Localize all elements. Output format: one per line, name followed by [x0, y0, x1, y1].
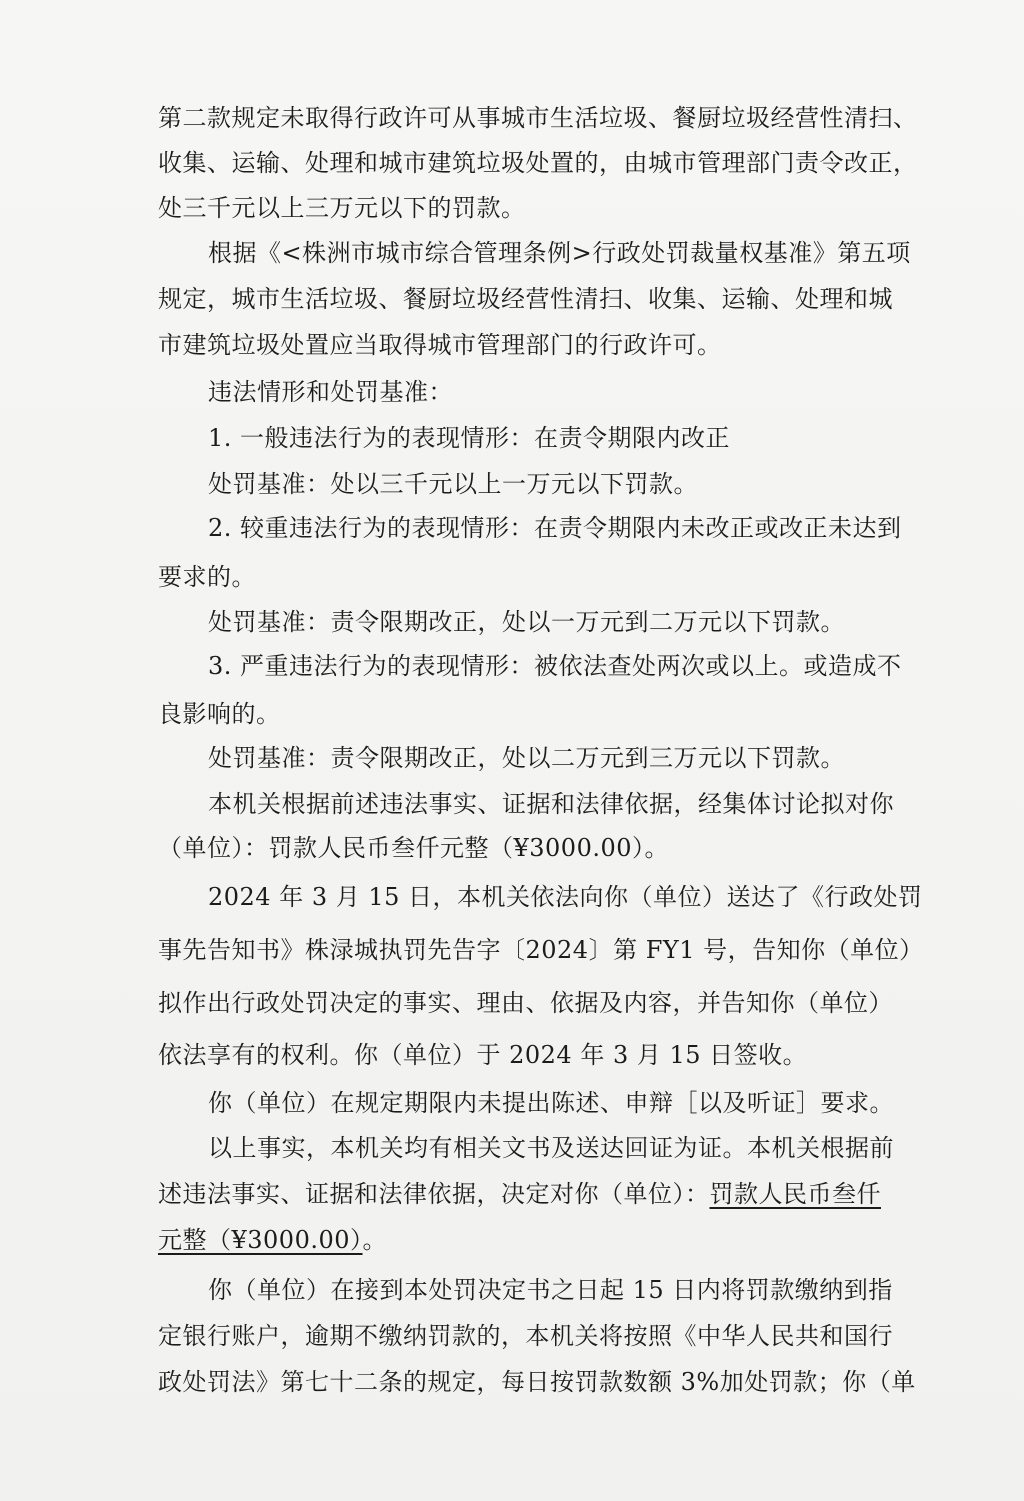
underlined-fine-amount: 罚款人民币叁仟 [709, 1180, 881, 1208]
text-line: 处三千元以上三万元以下的罚款。 [158, 194, 526, 222]
text-segment: 。 [362, 1226, 388, 1254]
text-line: 规定，城市生活垃圾、餐厨垃圾经营性清扫、收集、运输、处理和城 [158, 285, 893, 313]
text-segment: 述违法事实、证据和法律依据，决定对你（单位）： [158, 1180, 710, 1208]
text-line: 2. 较重违法行为的表现情形：在责令期限内未改正或改正未达到 [208, 514, 902, 542]
text-line: 市建筑垃圾处置应当取得城市管理部门的行政许可。 [158, 331, 722, 359]
text-line: 你（单位）在接到本处罚决定书之日起 15 日内将罚款缴纳到指 [208, 1276, 893, 1304]
text-line: 第二款规定未取得行政许可从事城市生活垃圾、餐厨垃圾经营性清扫、 [158, 104, 918, 132]
text-line: 事先告知书》株渌城执罚先告字〔2024〕第 FY1 号，告知你（单位） [158, 936, 924, 964]
text-line: 良影响的。 [158, 700, 281, 728]
text-line: 拟作出行政处罚决定的事实、理由、依据及内容，并告知你（单位） [158, 989, 893, 1017]
text-line: 根据《<株洲市城市综合管理条例>行政处罚裁量权基准》第五项 [208, 239, 911, 267]
text-line: 处罚基准：责令限期改正，处以一万元到二万元以下罚款。 [208, 608, 845, 636]
text-line: 处罚基准：处以三千元以上一万元以下罚款。 [208, 470, 698, 498]
text-line: （单位）：罚款人民币叁仟元整（¥3000.00）。 [158, 834, 670, 862]
text-line: 1. 一般违法行为的表现情形：在责令期限内改正 [208, 424, 731, 452]
text-line: 要求的。 [158, 563, 256, 591]
text-line: 违法情形和处罚基准： [208, 378, 453, 406]
text-line [158, 1225, 387, 1255]
text-line: 处罚基准：责令限期改正，处以二万元到三万元以下罚款。 [208, 744, 845, 772]
text-line: 定银行账户，逾期不缴纳罚款的，本机关将按照《中华人民共和国行 [158, 1322, 893, 1350]
text-line: 本机关根据前述违法事实、证据和法律依据，经集体讨论拟对你 [208, 790, 894, 818]
underlined-fine-amount: 元整（¥3000.00） [158, 1226, 363, 1254]
text-line: 2024 年 3 月 15 日，本机关依法向你（单位）送达了《行政处罚 [208, 883, 923, 911]
text-line: 依法享有的权利。你（单位）于 2024 年 3 月 15 日签收。 [158, 1041, 808, 1069]
text-line: 政处罚法》第七十二条的规定，每日按罚款数额 3%加处罚款；你（单 [158, 1368, 916, 1396]
text-line: 你（单位）在规定期限内未提出陈述、申辩［以及听证］要求。 [208, 1089, 894, 1117]
text-line [158, 1179, 881, 1209]
text-line: 以上事实，本机关均有相关文书及送达回证为证。本机关根据前 [208, 1134, 894, 1162]
text-line: 收集、运输、处理和城市建筑垃圾处置的，由城市管理部门责令改正， [158, 149, 918, 177]
text-line: 3. 严重违法行为的表现情形：被依法查处两次或以上。或造成不 [208, 652, 902, 680]
